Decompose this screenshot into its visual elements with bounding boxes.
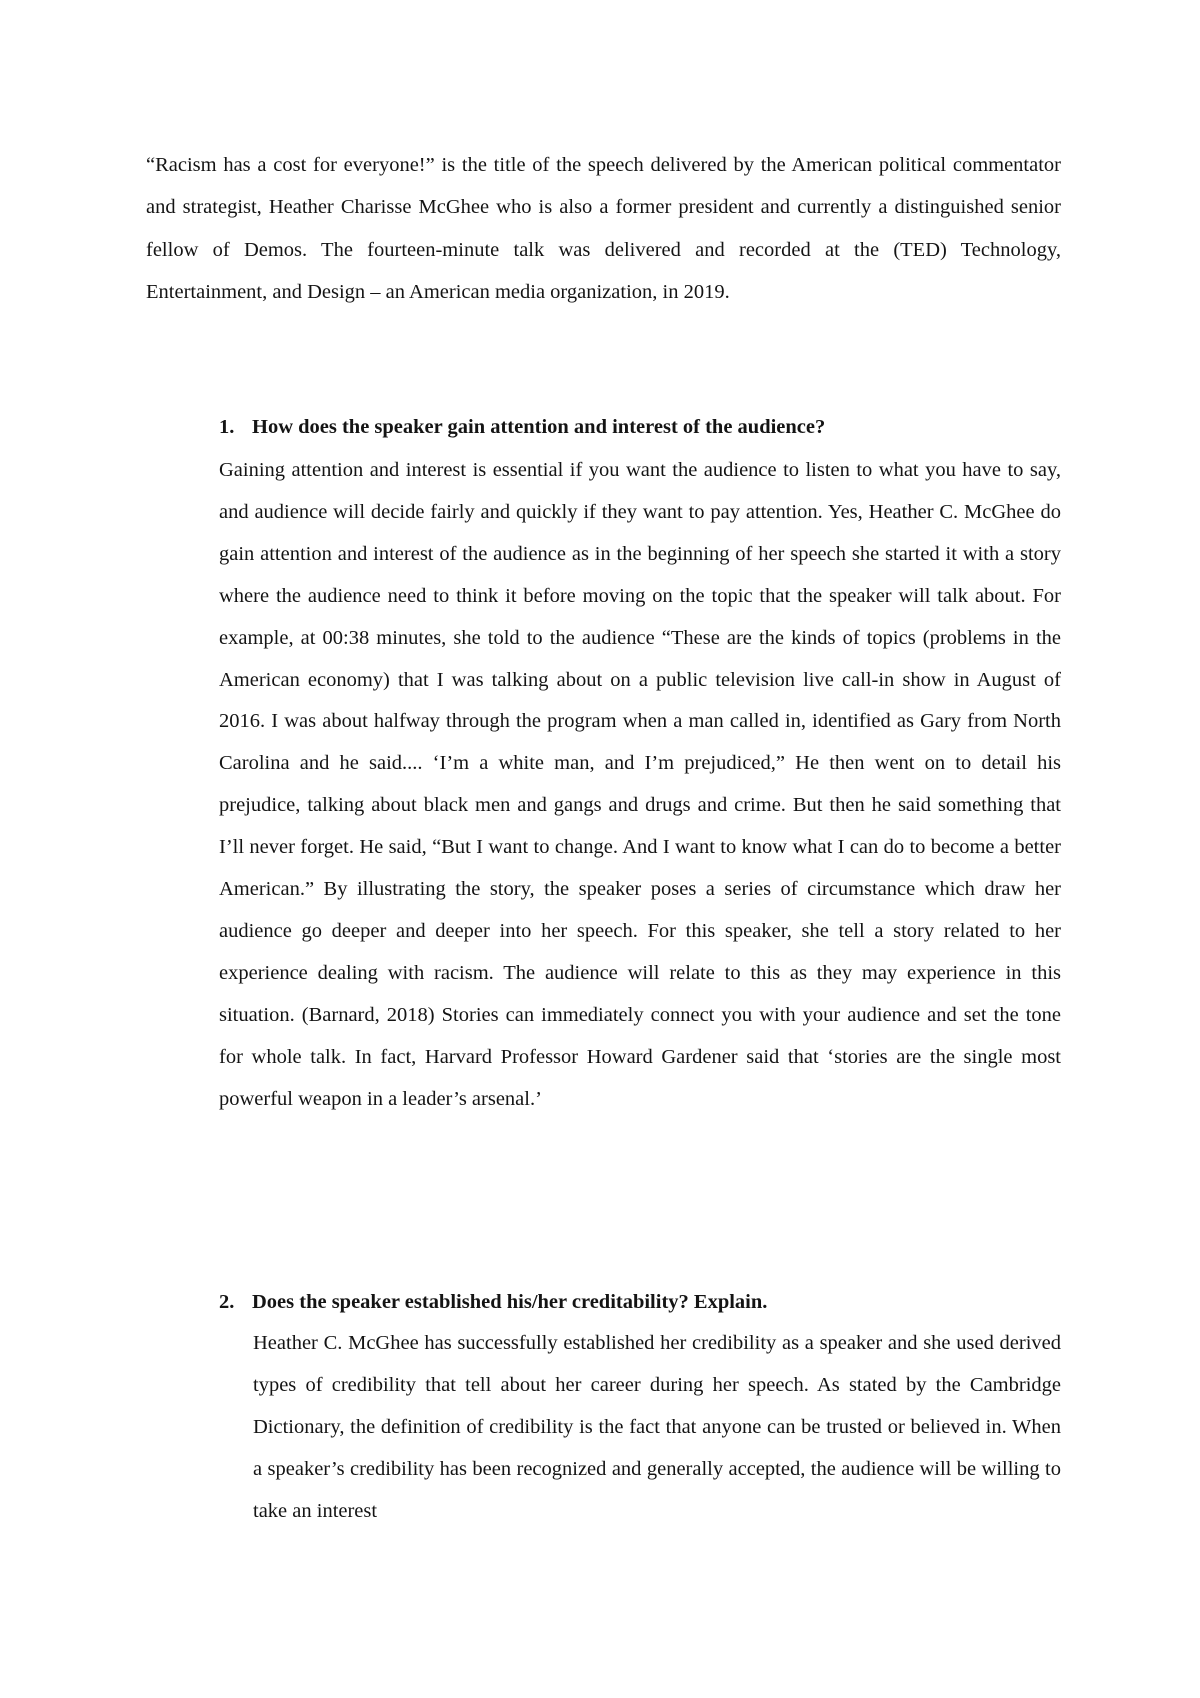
question-2-heading (219, 1281, 767, 1323)
question-1-number: 1. (219, 416, 235, 438)
question-2-number: 2. (219, 1291, 235, 1313)
question-2-text: Does the speaker established his/her creditability? Explain. (252, 1291, 768, 1313)
intro-paragraph: “Racism has a cost for everyone!” is the title of the speech delivered by the American political commentator and strategist, Heather Charisse McGhee who is also a former president and currently a distinguished senior fellow of Demos. The fourteen-minute talk was delivered and recorded at the (TED) Technology, Entertainment, and Design – an American media organization, in 2019. (146, 154, 1061, 304)
question-1-text: How does the speaker gain attention and interest of the audience? (252, 416, 826, 438)
answer-1-paragraph: Gaining attention and interest is essential if you want the audience to listen to what you have to say, and audience will decide fairly and quickly if they want to pay attention. Yes, Heather C. McGhee do gain attention and interest of the audience as in the beginning of her speech she started it with a story where the audience need to think it before moving on the topic that the speaker will talk about. For example, at 00:38 minutes, she told to the audience “These are the kinds of topics (problems in the American economy) that I was talking about on a public television live call-in show in August of 2016. I was about halfway through the program when a man called in, identified as Gary from North Carolina and he said.... ‘I’m a white man, and I’m prejudiced,” He then went on to detail his prejudice, talking about black men and gangs and drugs and crime. But then he said something that I’ll never forget. He said, “But I want to change. And I want to know what I can do to become a better American.” By illustrating the story, the speaker poses a series of circumstance which draw her audience go deeper and deeper into her speech. For this speaker, she tell a story related to her experience dealing with racism. The audience will relate to this as they may experience in this situation. (Barnard, 2018) Stories can immediately connect you with your audience and set the tone for whole talk. In fact, Harvard Professor Howard Gardener said that ‘stories are the single most powerful weapon in a leader’s arsenal.’ (219, 459, 1061, 1110)
answer-2-paragraph: Heather C. McGhee has successfully established her credibility as a speaker and she used derived types of credibility that tell about her career during her speech. As stated by the Cambridge Dictionary, the definition of credibility is the fact that anyone can be trusted or believed in. When a speaker’s credibility has been recognized and generally accepted, the audience will be willing to take an interest (253, 1332, 1061, 1522)
question-1-heading (219, 406, 825, 448)
